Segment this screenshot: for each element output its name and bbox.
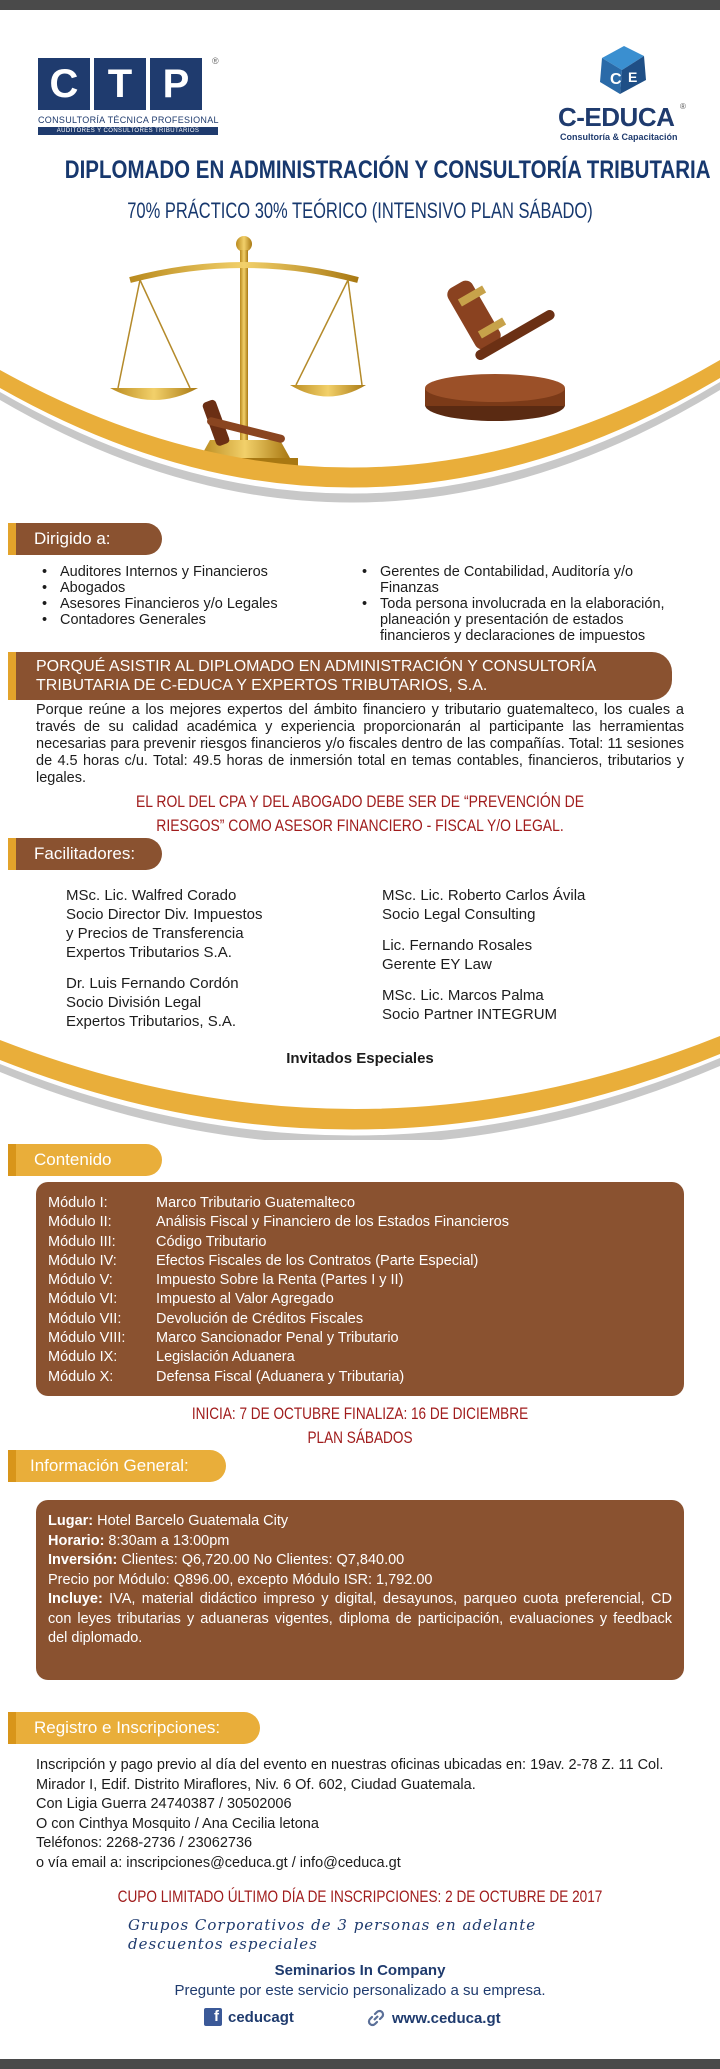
registro-details	[36, 1756, 686, 1873]
module-row: Módulo III: Código Tributario	[48, 1233, 267, 1250]
registro-contact-1: Con Ligia Guerra 24740387 / 30502006	[36, 1796, 292, 1812]
list-item: • Toda persona involucrada en la elaboración, planeación y presentación de estados financieros y declaraciones de impuestos	[356, 596, 686, 644]
list-item: • Abogados	[36, 580, 336, 596]
registro-email: o vía email a: inscripciones@ceduca.gt / info@ceduca.gt	[36, 1854, 401, 1871]
dates-line-2: PLAN SÁBADOS	[307, 1428, 413, 1447]
dirigido-left-list	[36, 564, 336, 628]
in-company-text: Pregunte por este servicio personalizado a su empresa.	[174, 1982, 546, 1999]
info-heading: Información General:	[8, 1450, 226, 1482]
top-bar	[0, 0, 720, 10]
info-inversion: Inversión: Clientes: Q6,720.00 No Clientes: Q7,840.00	[48, 1552, 405, 1568]
list-item: • Asesores Financieros y/o Legales	[36, 596, 336, 612]
info-box	[36, 1500, 684, 1680]
page-subtitle: 70% PRÁCTICO 30% TEÓRICO (INTENSIVO PLAN SÁBADO)	[127, 198, 593, 223]
facebook-link[interactable]	[204, 2008, 294, 2026]
limited-seats-note: CUPO LIMITADO ÚLTIMO DÍA DE INSCRIPCIONES: 2 DE OCTUBRE DE 2017	[117, 1887, 603, 1906]
contenido-heading: Contenido	[8, 1144, 162, 1176]
registro-address: Inscripción y pago previo al día del evento en nuestras oficinas ubicadas en: 19av. 2-78 Z. 11 Col. Mirador I, Edif. Distrito Miraflores, Niv. 6 Of. 602, Ciudad Guatemala.	[36, 1757, 664, 1793]
website-url: www.ceduca.gt	[392, 2009, 501, 2027]
ctp-letter-c: C	[38, 58, 90, 110]
module-row: Módulo IV: Efectos Fiscales de los Contratos (Parte Especial)	[48, 1252, 479, 1269]
ctp-letter-t: T	[94, 58, 146, 110]
ceduca-logo	[558, 40, 688, 145]
facilitator-entry: MSc. Lic. Roberto Carlos Ávila Socio Legal Consulting	[382, 887, 586, 923]
module-row: Módulo X: Defensa Fiscal (Aduanera y Tributaria)	[48, 1368, 405, 1385]
facilitator-entry: Lic. Fernando Rosales Gerente EY Law	[382, 937, 533, 973]
facilitator-entry: MSc. Lic. Walfred Corado Socio Director Div. Impuestos y Precios de Transferencia Expertos Tributarios S.A.	[66, 887, 263, 961]
list-item: • Contadores Generales	[36, 612, 336, 628]
registro-contact-2: O con Cinthya Mosquito / Ana Cecilia letona	[36, 1815, 319, 1832]
info-lugar: Lugar: Hotel Barcelo Guatemala City	[48, 1513, 289, 1529]
ceduca-cube-icon	[594, 40, 650, 96]
why-attend-paragraph: Porque reúne a los mejores expertos del ámbito financiero y tributario guatemalteco, los cuales a través de su calidad académica y experiencia proporcionarán al participante las herramientas necesarias para prevenir riesgos financieros y/o fiscales dentro de las compañías. Total: 11 sesiones de 4.5 horas c/u. Total: 49.5 horas de inmersión total en temas contables, financieros, tributarios y legales.	[36, 702, 684, 786]
svg-text:E: E	[628, 69, 638, 85]
role-note-line-2: RIESGOS” COMO ASESOR FINANCIERO - FISCAL Y/O LEGAL.	[156, 816, 564, 835]
module-row: Módulo VI: Impuesto al Valor Agregado	[48, 1291, 334, 1308]
ceduca-name: C-EDUCA	[558, 102, 675, 132]
svg-text:C: C	[610, 71, 622, 88]
ctp-company-tagline: AUDITORES Y CONSULTORES TRIBUTARIOS	[38, 127, 218, 135]
modules-box	[36, 1182, 684, 1396]
corporate-groups-note: Grupos Corporativos de 3 personas en adelante descuentos especiales	[128, 1916, 537, 1953]
ceduca-registered-mark: ®	[680, 102, 686, 111]
bottom-bar	[0, 2059, 720, 2069]
dates-line-1: INICIA: 7 DE OCTUBRE FINALIZA: 16 DE DICIEMBRE	[191, 1404, 529, 1423]
module-row: Módulo V: Impuesto Sobre la Renta (Partes I y II)	[48, 1272, 404, 1289]
decorative-wave	[0, 330, 720, 520]
info-horario: Horario: 8:30am a 13:00pm	[48, 1532, 230, 1549]
facebook-handle: ceducagt	[228, 2008, 294, 2026]
module-row: Módulo VII: Devolución de Créditos Fiscales	[48, 1310, 364, 1327]
module-row: Módulo I: Marco Tributario Guatemalteco	[48, 1195, 356, 1211]
info-incluye: Incluye: IVA, material didáctico impreso y digital, desayunos, parqueo cuota preferencial, CD con leyes tributarias y aduaneras vigentes, diploma de participación, evaluaciones y feedback del diplomado.	[48, 1591, 672, 1646]
registro-heading: Registro e Inscripciones:	[8, 1712, 260, 1744]
module-row: Módulo VIII: Marco Sancionador Penal y Tributario	[48, 1330, 399, 1347]
why-attend-banner	[36, 652, 672, 700]
ctp-registered-mark: ®	[212, 56, 219, 66]
special-guests: Invitados Especiales	[286, 1050, 434, 1067]
list-item: • Auditores Internos y Financieros	[36, 564, 336, 580]
decorative-wave	[0, 1000, 720, 1140]
info-precio: Precio por Módulo: Q896.00, excepto Módulo ISR: 1,792.00	[48, 1571, 433, 1588]
dirigido-right-list	[356, 564, 686, 644]
link-icon	[366, 2008, 386, 2028]
registro-phones: Teléfonos: 2268-2736 / 23062736	[36, 1835, 253, 1851]
ctp-logo	[38, 58, 228, 135]
in-company-title: Seminarios In Company	[274, 1962, 446, 1979]
why-attend-heading: PORQUÉ ASISTIR AL DIPLOMADO EN ADMINISTRACIÓN Y CONSULTORÍA TRIBUTARIA DE C-EDUCA Y EXPERTOS TRIBUTARIOS, S.A.	[36, 658, 596, 694]
page-title: DIPLOMADO EN ADMINISTRACIÓN Y CONSULTORÍA TRIBUTARIA	[64, 156, 711, 184]
module-row: Módulo IX: Legislación Aduanera	[48, 1349, 295, 1366]
ctp-letter-p: P	[150, 58, 202, 110]
facilitator-entry: MSc. Lic. Marcos Palma Socio Partner INTEGRUM	[382, 987, 558, 1023]
ceduca-tagline: Consultoría & Capacitación	[560, 132, 678, 142]
facilitator-entry: Dr. Luis Fernando Cordón Socio División Legal Expertos Tributarios, S.A.	[66, 975, 239, 1030]
module-row: Módulo II: Análisis Fiscal y Financiero de los Estados Financieros	[48, 1214, 509, 1231]
ctp-company-name: CONSULTORÍA TÉCNICA PROFESIONAL	[38, 115, 219, 125]
website-link[interactable]	[366, 2008, 501, 2028]
facebook-icon: f	[204, 2008, 222, 2026]
list-item: • Gerentes de Contabilidad, Auditoría y/o Finanzas	[356, 564, 686, 596]
dirigido-heading: Dirigido a:	[8, 523, 162, 555]
facilitadores-heading: Facilitadores:	[8, 838, 162, 870]
role-note-line-1: EL ROL DEL CPA Y DEL ABOGADO DEBE SER DE “PREVENCIÓN DE	[135, 792, 585, 811]
